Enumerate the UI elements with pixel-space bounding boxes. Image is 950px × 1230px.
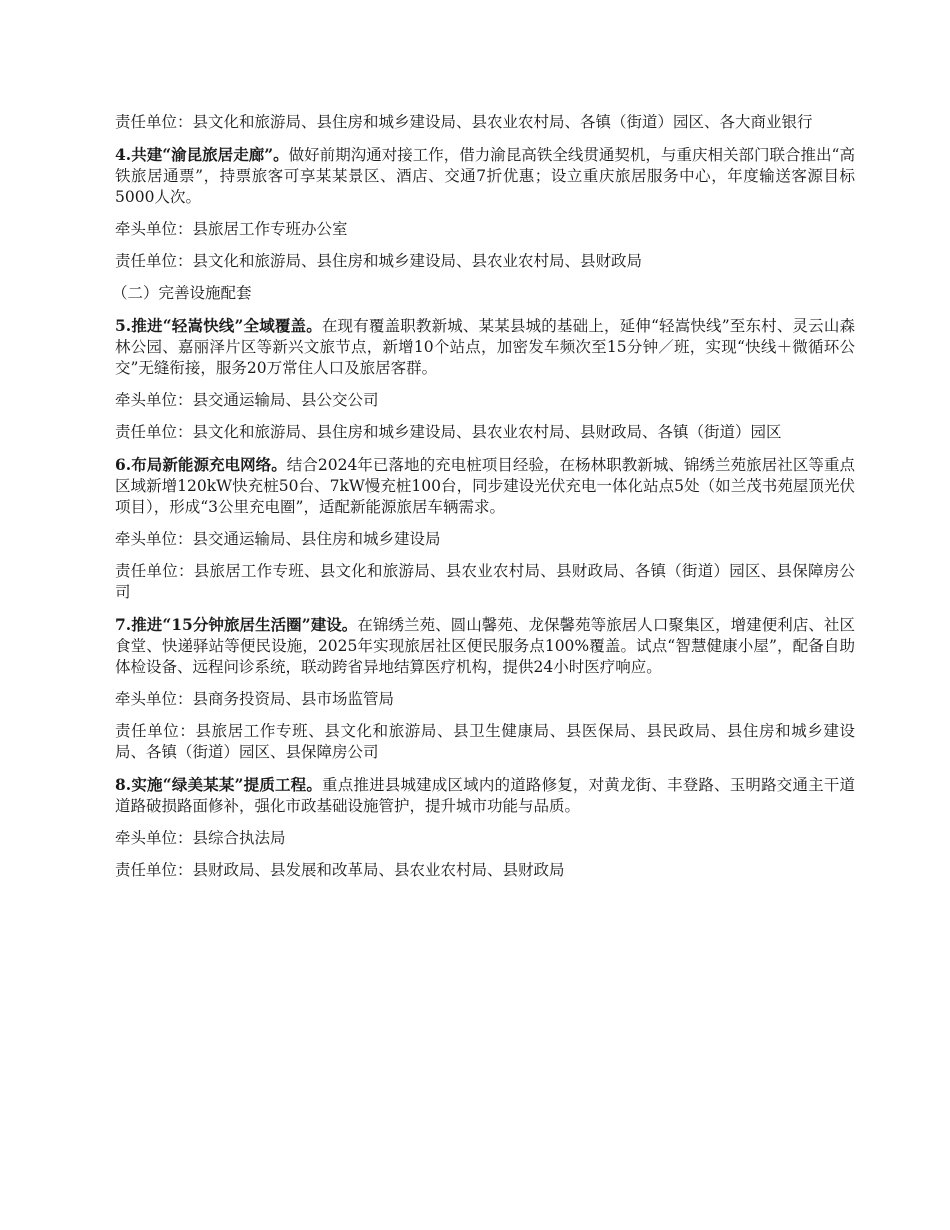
paragraph-text: 牵头单位：县商务投资局、县市场监管局 [115,690,395,708]
task-title: 6.布局新能源充电网络。 [115,455,287,474]
paragraph-text: 责任单位：县旅居工作专班、县文化和旅游局、县农业农村局、县财政局、各镇（街道）园区、县保障房公司 [115,562,855,601]
lead-unit-paragraph [115,219,855,240]
lead-unit-paragraph [115,529,855,550]
task-body: 做好前期沟通对接工作，借力渝昆高铁全线贯通契机，与重庆相关部门联合推出“高铁旅居通票”，持票旅客可享某某景区、酒店、交通7折优惠；设立重庆旅居服务中心，年度输送客源目标5000人次。 [115,146,855,206]
task-title: 4.共建“渝昆旅居走廊”。 [115,145,289,164]
responsible-units-paragraph [115,721,855,763]
section-heading-text: （二）完善设施配套 [112,284,252,302]
task-body: 在现有覆盖职教新城、某某县城的基础上，延伸“轻嵩快线”至东村、灵云山森林公园、嘉丽泽片区等新兴文旅节点，新增10个站点，加密发车频次至15分钟／班，实现“快线＋微循环公交”无缝衔接，服务20万常住人口及旅居客群。 [115,317,855,377]
task-title: 8.实施“绿美某某”提质工程。 [115,775,323,794]
task-item-4 [115,144,855,208]
paragraph-text: 牵头单位：县交通运输局、县住房和城乡建设局 [115,530,441,548]
paragraph-text: 责任单位：县文化和旅游局、县住房和城乡建设局、县农业农村局、县财政局、各镇（街道）园区 [115,423,782,441]
responsible-units-paragraph [115,561,855,603]
task-item-6 [115,454,855,518]
document-page [112,112,855,892]
paragraph-text: 责任单位：县旅居工作专班、县文化和旅游局、县卫生健康局、县医保局、县民政局、县住房和城乡建设局、各镇（街道）园区、县保障房公司 [115,722,855,761]
lead-unit-paragraph [115,689,855,710]
responsible-units-paragraph [115,422,855,443]
paragraph-text: 责任单位：县财政局、县发展和改革局、县农业农村局、县财政局 [115,861,565,879]
responsible-units-paragraph [115,112,855,133]
task-item-8 [115,774,855,817]
responsible-units-paragraph [115,860,855,881]
lead-unit-paragraph [115,828,855,849]
paragraph-text: 牵头单位：县综合执法局 [115,829,286,847]
task-title: 5.推进“轻嵩快线”全域覆盖。 [115,316,322,335]
task-title: 7.推进“15分钟旅居生活圈”建设。 [115,615,358,634]
task-body: 结合2024年已落地的充电桩项目经验，在杨林职教新城、锦绣兰苑旅居社区等重点区域新增120kW快充桩50台、7kW慢充桩100台，同步建设光伏充电一体化站点5处（如兰茂书苑屋顶光伏项目），形成“3公里充电圈”，适配新能源旅居车辆需求。 [115,456,855,516]
paragraph-text: 责任单位：县文化和旅游局、县住房和城乡建设局、县农业农村局、各镇（街道）园区、各大商业银行 [115,113,813,131]
task-item-5 [115,315,855,379]
task-item-7 [115,614,855,678]
responsible-units-paragraph [115,251,855,272]
task-body: 重点推进县城建成区域内的道路修复，对黄龙街、丰登路、玉明路交通主干道道路破损路面修补，强化市政基础设施管护，提升城市功能与品质。 [115,776,855,815]
paragraph-text: 责任单位：县文化和旅游局、县住房和城乡建设局、县农业农村局、县财政局 [115,252,643,270]
paragraph-text: 牵头单位：县交通运输局、县公交公司 [115,391,379,409]
lead-unit-paragraph [115,390,855,411]
task-body: 在锦绣兰苑、圆山馨苑、龙保馨苑等旅居人口聚集区，增建便利店、社区食堂、快递驿站等便民设施，2025年实现旅居社区便民服务点100%覆盖。试点“智慧健康小屋”，配备自助体检设备、远程问诊系统，联动跨省异地结算医疗机构，提供24小时医疗响应。 [115,616,855,676]
paragraph-text: 牵头单位：县旅居工作专班办公室 [115,220,348,238]
section-heading [112,283,855,304]
